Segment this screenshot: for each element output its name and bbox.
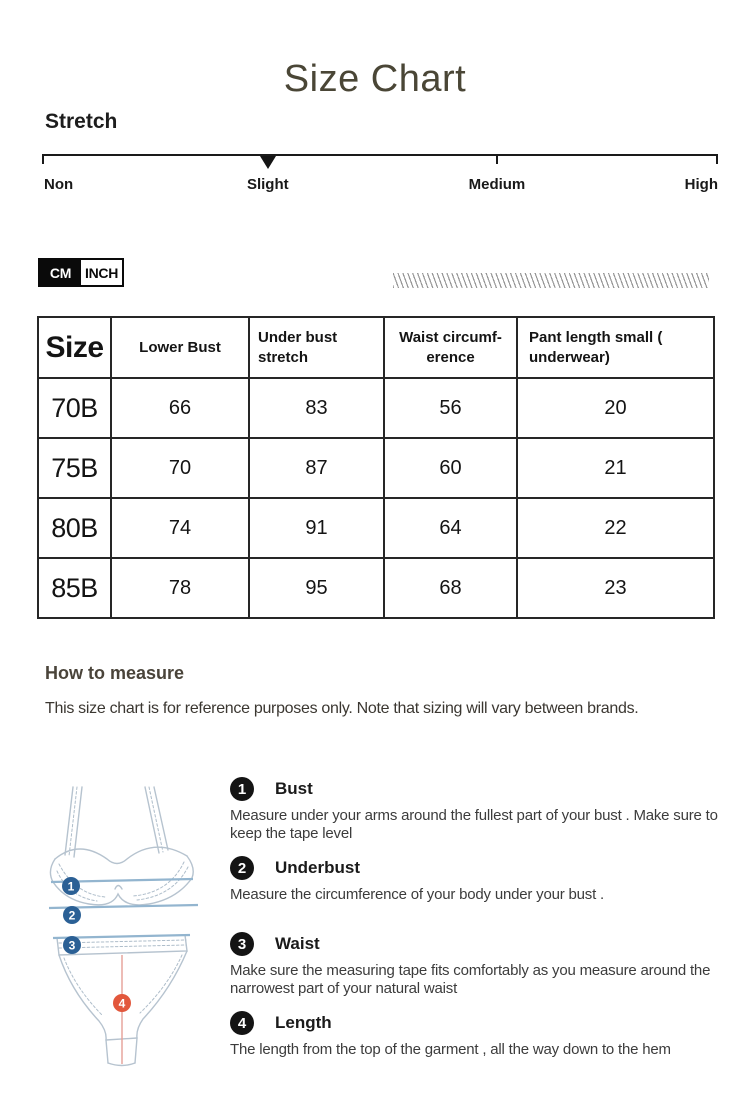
garment-measure-diagram: [45, 775, 205, 1085]
stretch-level-labels: [42, 176, 718, 196]
table-row: [38, 438, 714, 498]
cell-pant-length: 20: [517, 378, 714, 438]
svg-text:2: 2: [68, 908, 76, 923]
size-table: [37, 316, 715, 619]
stretch-level-slight: Slight: [246, 176, 289, 193]
cell-under-bust: 91: [249, 498, 384, 558]
cell-waist: 60: [384, 438, 517, 498]
step-1-badge: 1: [230, 777, 254, 801]
cell-lower-bust: 78: [111, 558, 249, 618]
cell-waist: 64: [384, 498, 517, 558]
cell-size: 80B: [38, 498, 111, 558]
stretch-slider-track: [42, 154, 718, 156]
cell-waist: 68: [384, 558, 517, 618]
col-header-waist-circumference: Waist circumf-erence: [384, 317, 517, 378]
measure-step-underbust: [230, 856, 747, 904]
measure-step-waist: [230, 932, 747, 998]
table-row: [38, 558, 714, 618]
col-header-pant-length: Pant length small ( underwear): [517, 317, 714, 378]
diagram-marker-waist: [63, 936, 81, 954]
reference-note: This size chart is for reference purposes only. Note that sizing will vary between brands.: [45, 700, 639, 717]
slider-tick-high: [716, 154, 718, 164]
measure-step-length: [230, 1011, 747, 1059]
cell-pant-length: 23: [517, 558, 714, 618]
inch-button[interactable]: INCH: [81, 260, 122, 285]
measure-step-bust: [230, 777, 747, 843]
step-description: The length from the top of the garment , all the way down to the hem: [230, 1041, 671, 1058]
svg-text:1: 1: [67, 879, 75, 894]
cell-size: 70B: [38, 378, 111, 438]
col-header-under-bust-stretch: Under bust stretch: [249, 317, 384, 378]
hatch-decoration: [393, 273, 709, 288]
step-title: Length: [275, 1013, 332, 1032]
cm-button[interactable]: CM: [40, 260, 81, 285]
svg-text:3: 3: [68, 938, 76, 953]
cell-pant-length: 21: [517, 438, 714, 498]
diagram-marker-bust: [62, 877, 80, 895]
cell-lower-bust: 74: [111, 498, 249, 558]
cell-waist: 56: [384, 378, 517, 438]
step-description: Make sure the measuring tape fits comfortably as you measure around the narrowest part of your natural waist: [230, 962, 711, 997]
table-row: [38, 378, 714, 438]
step-title: Underbust: [275, 858, 360, 877]
stretch-level-high: High: [684, 176, 718, 193]
table-header-row: [38, 317, 714, 378]
diagram-marker-length: [113, 994, 131, 1012]
cell-size: 75B: [38, 438, 111, 498]
cell-under-bust: 87: [249, 438, 384, 498]
svg-text:4: 4: [118, 996, 126, 1011]
step-4-badge: 4: [230, 1011, 254, 1035]
cell-lower-bust: 66: [111, 378, 249, 438]
step-description: Measure the circumference of your body under your bust .: [230, 886, 604, 903]
cell-lower-bust: 70: [111, 438, 249, 498]
col-header-size: Size: [38, 317, 111, 378]
measure-instructions: [230, 777, 747, 1072]
step-description: Measure under your arms around the fullest part of your bust . Make sure to keep the tape level: [230, 807, 718, 842]
slider-pointer-icon: [260, 156, 276, 169]
step-title: Bust: [275, 779, 313, 798]
page-title: Size Chart: [283, 58, 467, 100]
step-3-badge: 3: [230, 932, 254, 956]
unit-toggle[interactable]: [38, 258, 124, 287]
table-row: [38, 498, 714, 558]
slider-tick-non: [42, 154, 44, 164]
stretch-level-non: Non: [44, 176, 74, 193]
cell-under-bust: 83: [249, 378, 384, 438]
slider-tick-medium: [496, 154, 498, 164]
step-2-badge: 2: [230, 856, 254, 880]
col-header-lower-bust: Lower Bust: [111, 317, 249, 378]
cell-size: 85B: [38, 558, 111, 618]
how-to-measure-heading: How to measure: [45, 663, 185, 683]
step-title: Waist: [275, 934, 320, 953]
cell-under-bust: 95: [249, 558, 384, 618]
stretch-section-label: Stretch: [45, 110, 118, 133]
stretch-level-medium: Medium: [468, 176, 526, 193]
cell-pant-length: 22: [517, 498, 714, 558]
diagram-marker-underbust: [63, 906, 81, 924]
